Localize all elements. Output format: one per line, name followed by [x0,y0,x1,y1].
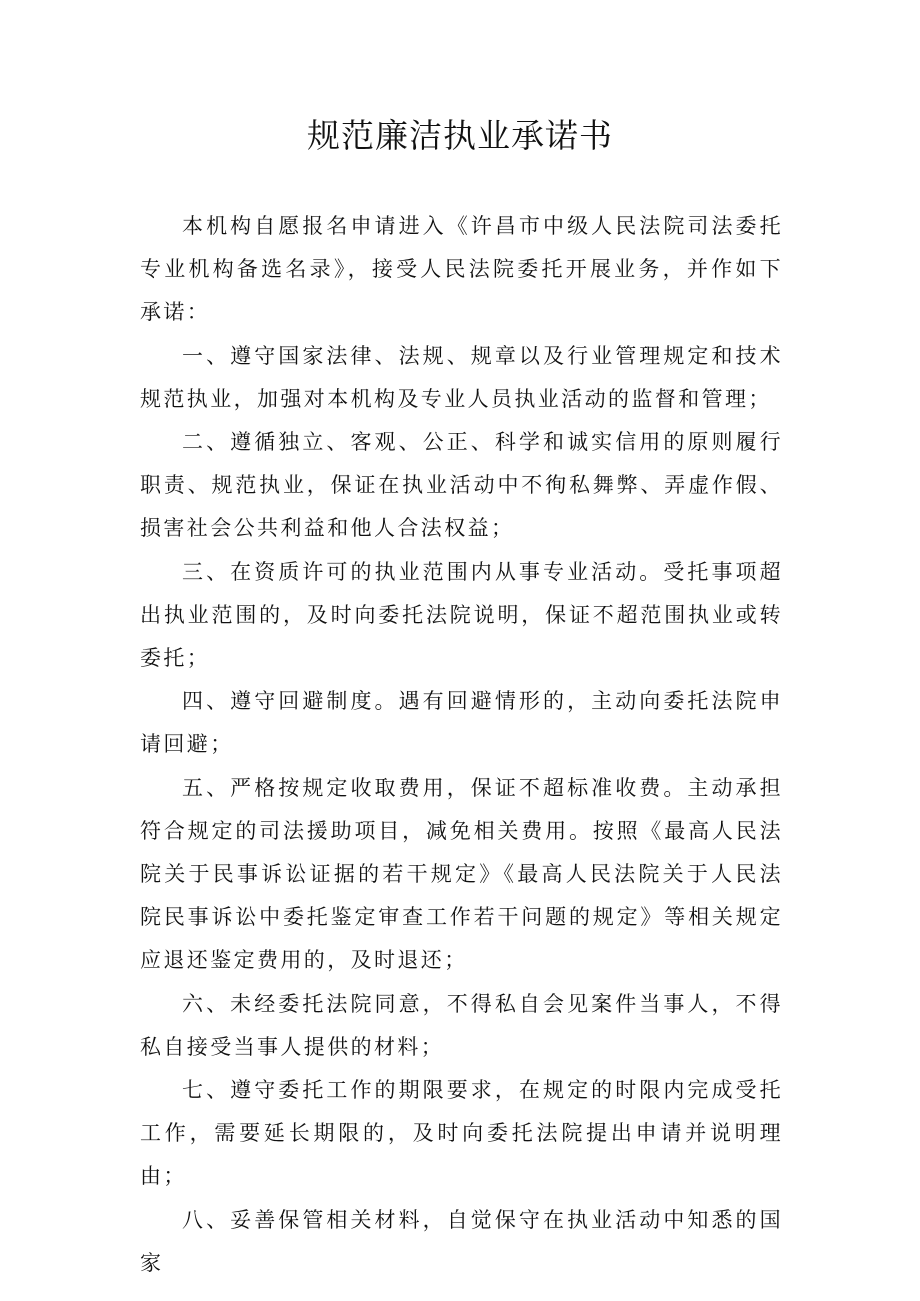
paragraph-item-7: 七、遵守委托工作的期限要求，在规定的时限内完成受托工作，需要延长期限的，及时向委托法院提出申请并说明理由； [140,1078,783,1189]
paragraph-item-5: 五、严格按规定收取费用，保证不超标准收费。主动承担符合规定的司法援助项目，减免相关费用。按照《最高人民法院关于民事诉讼证据的若干规定》《最高人民法院关于人民法院民事诉讼中委托鉴定审查工作若干问题的规定》等相关规定应退还鉴定费用的，及时退还； [140,775,783,973]
paragraph-item-1: 一、遵守国家法律、法规、规章以及行业管理规定和技术规范执业，加强对本机构及专业人员执业活动的监督和管理； [140,343,783,411]
paragraph-intro: 本机构自愿报名申请进入《许昌市中级人民法院司法委托专业机构备选名录》，接受人民法院委托开展业务，并作如下承诺： [140,214,783,325]
paragraph-item-3: 三、在资质许可的执业范围内从事专业活动。受托事项超出执业范围的，及时向委托法院说明，保证不超范围执业或转委托； [140,559,783,671]
paragraph-item-8: 八、妥善保管相关材料，自觉保守在执业活动中知悉的国家 [140,1207,783,1275]
paragraph-item-2: 二、遵循独立、客观、公正、科学和诚实信用的原则履行职责、规范执业，保证在执业活动中不徇私舞弊、弄虚作假、损害社会公共利益和他人合法权益； [140,430,783,541]
paragraph-item-4: 四、遵守回避制度。遇有回避情形的，主动向委托法院申请回避； [140,689,783,757]
document-title: 规范廉洁执业承诺书 [307,116,613,155]
paragraph-item-6: 六、未经委托法院同意，不得私自会见案件当事人，不得私自接受当事人提供的材料； [140,991,783,1059]
document-body [140,205,783,1285]
